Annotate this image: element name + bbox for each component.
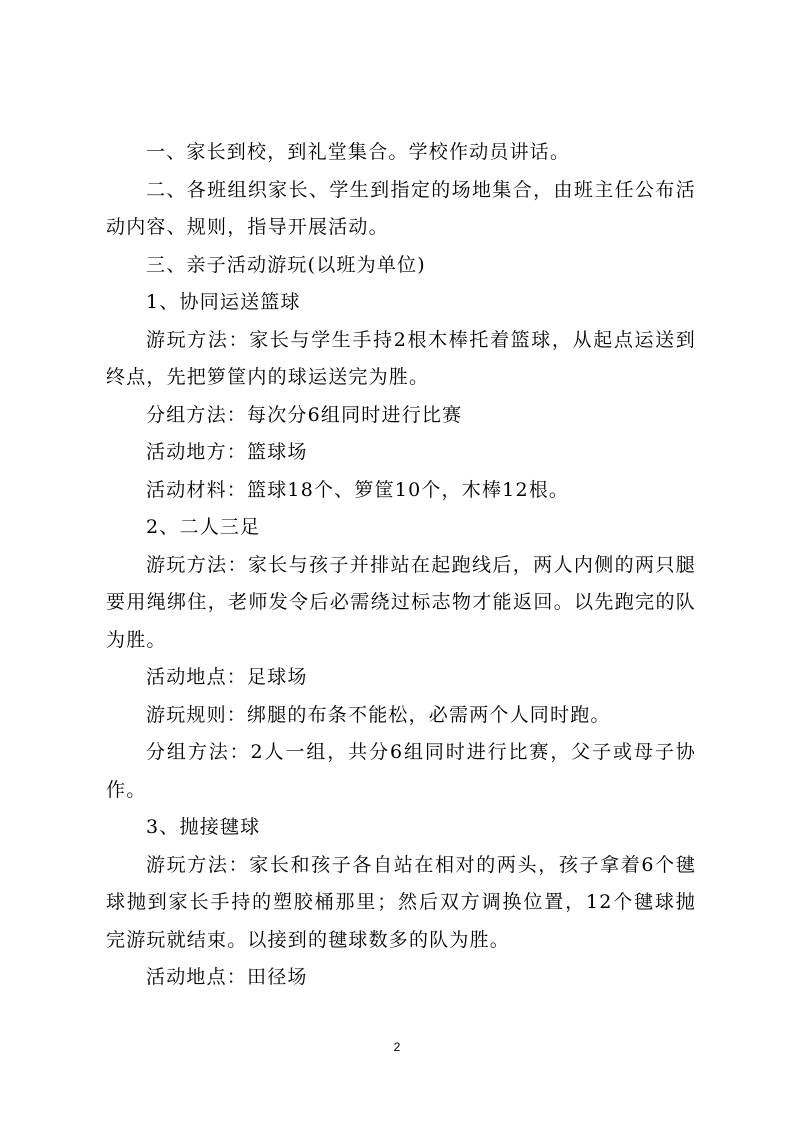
paragraph-basketball-materials: 活动材料：篮球18个、箩筐10个，木棒12根。 (146, 478, 570, 501)
paragraph-class-organization: 二、各班组织家长、学生到指定的场地集合，由班主任公布活动内容、规则，指导开展活动。 (106, 178, 696, 238)
paragraph-shuttlecock-method: 游玩方法：家长和孩子各自站在相对的两头，孩子拿着6个毽球抛到家长手持的塑胶桶那里；然后双方调换位置，12个毽球抛完游玩就结束。以接到的毽球数多的队为胜。 (106, 853, 696, 951)
paragraph-three-legged-method: 游玩方法：家长与孩子并排站在起跑线后，两人内侧的两只腿要用绳绑住，老师发令后必需绕过标志物才能返回。以先跑完的队为胜。 (106, 553, 696, 651)
paragraph-assembly: 一、家长到校，到礼堂集合。学校作动员讲话。 (146, 141, 571, 163)
paragraph-basketball-grouping: 分组方法：每次分6组同时进行比赛 (146, 403, 463, 426)
activity-heading-basketball: 1、协同运送篮球 (146, 291, 301, 313)
activity-heading-shuttlecock: 3、抛接毽球 (146, 816, 261, 838)
document-body (106, 134, 696, 997)
paragraph-basketball-method: 游玩方法：家长与学生手持2根木棒托着篮球，从起点运送到终点，先把箩筐内的球运送完为胜。 (106, 328, 696, 388)
page-number: 2 (393, 1040, 401, 1054)
paragraph-basketball-location: 活动地方：篮球场 (146, 441, 308, 463)
section-heading-activities: 三、亲子活动游玩(以班为单位) (146, 253, 426, 276)
paragraph-three-legged-rules: 游玩规则：绑腿的布条不能松，必需两个人同时跑。 (146, 703, 611, 726)
activity-heading-three-legged: 2、二人三足 (146, 516, 261, 538)
paragraph-three-legged-grouping: 分组方法：2人一组，共分6组同时进行比赛，父子或母子协作。 (106, 741, 696, 801)
paragraph-three-legged-location: 活动地点：足球场 (146, 666, 308, 688)
paragraph-shuttlecock-location: 活动地点：田径场 (146, 966, 308, 988)
